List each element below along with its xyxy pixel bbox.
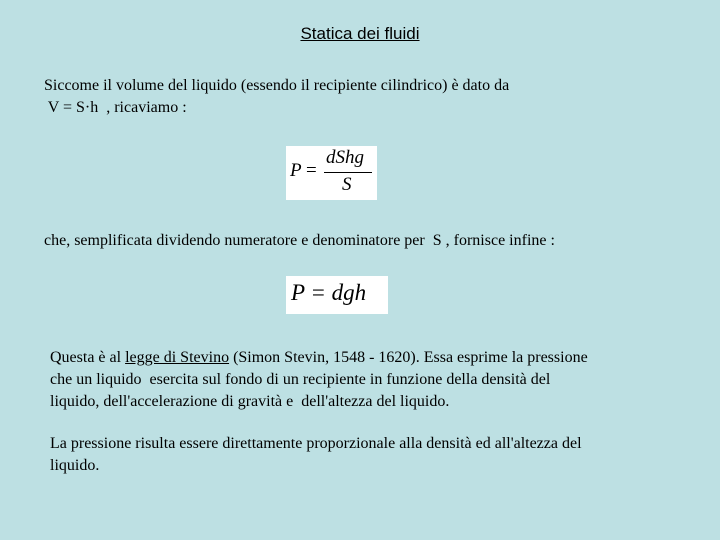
volume-text-line-2: V = S·h , ricaviamo :	[44, 99, 187, 116]
proportional-text-line-2: liquido.	[50, 457, 100, 474]
paragraph-simplify: che, semplificata dividendo numeratore e denominatore per S , fornisce infine :	[44, 232, 555, 249]
stevino-formula	[286, 276, 388, 314]
formula-equals: =	[306, 160, 317, 181]
formula-denominator: S	[342, 174, 352, 195]
pressure-formula-fraction	[286, 146, 377, 200]
stevino-text-line-2: che un liquido esercita sul fondo di un recipiente in funzione della densità del	[50, 371, 551, 388]
formula-numerator: dShg	[326, 147, 364, 168]
stevino-formula-expression: P = dgh	[291, 280, 367, 305]
page-title: Statica dei fluidi	[300, 24, 420, 43]
stevino-text-line-1	[50, 347, 588, 369]
volume-text-line-1: Siccome il volume del liquido (essendo il recipiente cilindrico) è dato da	[44, 77, 510, 94]
stevino-law-name: legge di Stevino	[125, 349, 230, 366]
fraction-bar	[324, 172, 372, 173]
formula-lhs: P	[290, 160, 302, 181]
proportional-text-line-1: La pressione risulta essere direttamente proporzionale alla densità ed all'altezza del	[50, 435, 582, 452]
paragraph-volume	[44, 75, 509, 119]
stevino-text-line-3: liquido, dell'accelerazione di gravità e dell'altezza del liquido.	[50, 393, 450, 410]
paragraph-proportional	[50, 433, 582, 477]
stevino-text-pre: Questa è al	[50, 349, 126, 366]
paragraph-stevino	[50, 347, 588, 413]
stevino-text-post: (Simon Stevin, 1548 - 1620). Essa esprime la pressione	[229, 349, 588, 366]
